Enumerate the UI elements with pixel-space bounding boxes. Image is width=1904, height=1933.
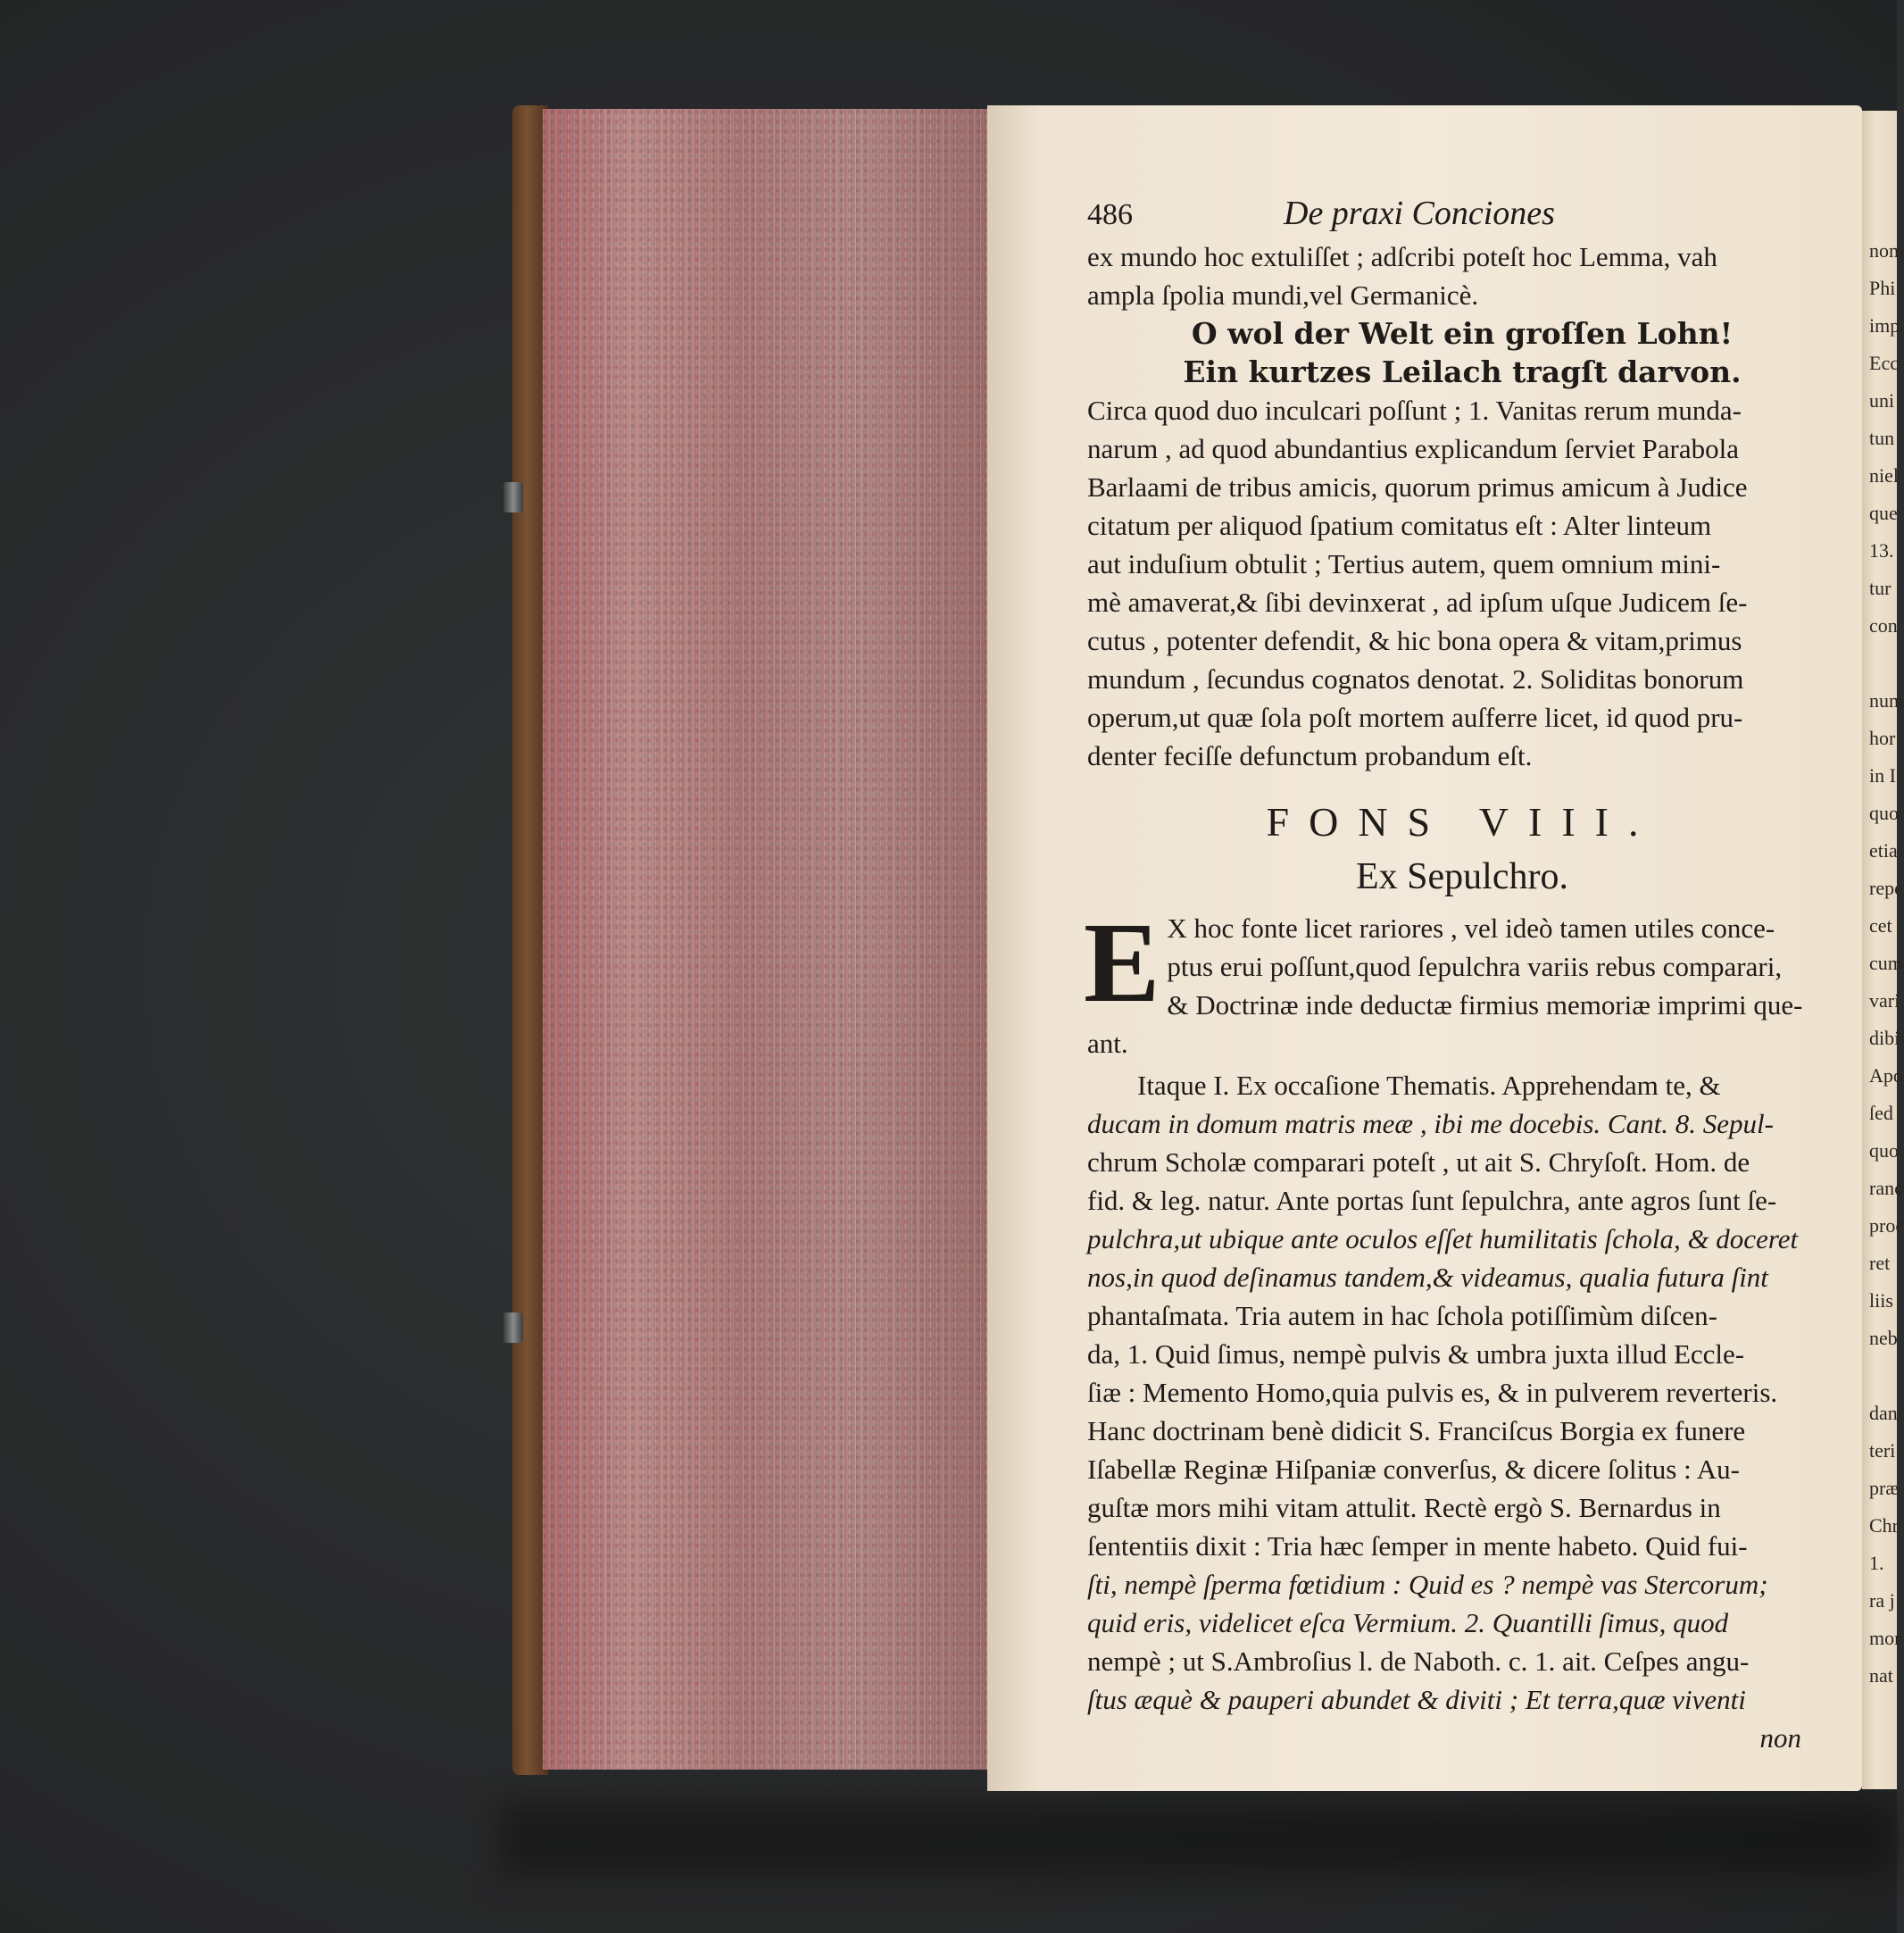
catchword: non [1759,1722,1801,1754]
text-line: ſententiis dixit : Tria hæc ſemper in mente habeto. Quid fui- [1087,1530,1748,1562]
text-line: ex mundo hoc extuliſſet ; adſcribi poteſt hoc Lemma, vah [1087,241,1717,272]
page-number: 486 [1087,198,1133,231]
next-page-fragment: que [1869,502,1898,524]
opening-paragraph [1084,899,1837,1062]
clasp-upper [503,482,523,512]
text-line: ducam in domum matris meæ , ibi me docebis. Cant. 8. Sepul- [1087,1108,1774,1139]
next-page-fragment: ra j [1869,1589,1895,1612]
next-page-fragment: cum [1869,952,1903,974]
next-page-fragment: ranc [1869,1177,1903,1199]
next-page-fragment: num [1869,689,1904,712]
text-line: cutus , potenter defendit, & hic bona opera & vitam,primus [1087,625,1742,656]
next-page-fragment: liis [1869,1289,1893,1312]
next-page-fragment: uni [1869,389,1895,412]
text-line: citatum per aliquod ſpatium comitatus eſt : Alter linteum [1087,510,1712,541]
text-line: mundum , ſecundus cognatos denotat. 2. Soliditas bonorum [1087,663,1744,695]
next-page-fragment: etia [1869,839,1898,862]
next-page-fragment: cet [1869,914,1892,937]
text-line: & Doctrinæ inde deductæ firmius memoriæ imprimi que- [1167,989,1803,1021]
next-page-fragment: 1. [1869,1552,1884,1574]
next-page-fragment: hor [1869,727,1896,749]
text-line: Hanc doctrinam benè didicit S. Franciſcus Borgia ex funere [1087,1415,1746,1446]
next-page-fragment: in I [1869,764,1896,787]
german-verse-line: Ein kurtzes Leilach tragſt darvon. [1183,354,1742,389]
next-page-fragment: proc [1869,1214,1904,1237]
book-shadow [500,1804,1897,1875]
next-page-fragment: ſed [1869,1102,1893,1124]
text-line: ſiæ : Memento Homo,quia pulvis es, & in pulverem reverteris. [1087,1377,1778,1408]
page-block-edge [543,109,989,1770]
next-page-fragment: 13. [1869,539,1894,562]
section-title: FONS VIII. [1266,799,1659,845]
text-line: Barlaami de tribus amicis, quorum primus amicum à Judice [1087,471,1748,503]
next-page-fragment: imp [1869,314,1900,337]
next-page-fragment: dibi [1869,1027,1900,1049]
clasp-lower [503,1312,523,1343]
page-header [1087,195,1837,237]
text-line: phantaſmata. Tria autem in hac ſchola potiſſimùm diſcen- [1087,1300,1717,1331]
text-line: guſtæ mors mihi vitam attulit. Rectè ergò S. Bernardus in [1087,1492,1721,1523]
text-line: aut induſium obtulit ; Tertius autem, quem omnium mini- [1087,548,1721,579]
text-line: nos,in quod deſinamus tandem,& videamus, qualia futura ſint [1087,1262,1768,1293]
text-line: fid. & leg. natur. Ante portas ſunt ſepulchra, ante agros ſunt ſe- [1087,1185,1777,1216]
page-text [1084,195,1837,1757]
text-line: ant. [1087,1028,1128,1059]
next-page-fragment: quo [1869,1139,1899,1162]
next-page-fragment: tun [1869,427,1895,449]
text-line: pulchra,ut ubique ante oculos eſſet humilitatis ſchola, & doceret [1087,1223,1799,1254]
text-line: Iſabellæ Reginæ Hiſpaniæ converſus, & dicere ſolitus : Au- [1087,1454,1740,1485]
section-subtitle: Ex Sepulchro. [1356,856,1568,897]
next-page-fragment [1869,645,1897,682]
main-paragraph [1087,1066,1837,1757]
drop-initial: E [1084,899,1160,1026]
next-page-fragment: Apo [1869,1064,1903,1087]
text-line: denter feciſſe defunctum probandum eſt. [1087,740,1533,771]
text-line: narum , ad quod abundantius explicandum ſerviet Parabola [1087,433,1740,464]
text-line: ſtus æquè & pauperi abundet & diviti ; Et terra,quæ viventi [1087,1684,1746,1715]
next-page-fragment: mor [1869,1627,1901,1649]
next-page-fragment [1869,1357,1897,1395]
text-line: X hoc fonte licet rariores , vel ideò tamen utiles conce- [1167,912,1775,944]
next-page-fragment: Chr [1869,1514,1899,1537]
next-page-fragment: Ecc [1869,352,1899,374]
next-page-fragment: con [1869,614,1898,637]
text-line: ptus erui poſſunt,quod ſepulchra variis rebus comparari, [1167,951,1783,982]
next-page-fragment: tur [1869,577,1892,599]
text-line: quid eris, videlicet eſca Vermium. 2. Quantilli ſimus, quod [1087,1607,1729,1638]
text-line: mè amaverat,& ſibi devinxerat , ad ipſum uſque Judicem ſe- [1087,587,1748,618]
next-page-fragment: præ [1869,1477,1899,1499]
next-page-fragment: teri [1869,1439,1896,1462]
text-line: nempè ; ut S.Ambroſius l. de Naboth. c. 1. ait. Ceſpes angu- [1087,1646,1750,1677]
next-page-fragment: niel [1869,464,1899,487]
next-page-fragment: nat [1869,1664,1893,1687]
next-page-fragment: nom [1869,239,1904,262]
text-line: operum,ut quæ ſola poſt mortem auſferre licet, id quod pru- [1087,702,1743,733]
text-line: ampla ſpolia mundi,vel Germanicè. [1087,279,1479,311]
text-line: Circa quod duo inculcari poſſunt ; 1. Vanitas rerum munda- [1087,395,1742,426]
running-head: De praxi Conciones [1284,195,1555,232]
next-page-fragment: neb [1869,1327,1898,1349]
next-page-fragment: quo [1869,802,1899,824]
text-line: chrum Scholæ comparari poteſt , ut ait S. Chryſoſt. Hom. de [1087,1146,1750,1178]
text-line: Itaque I. Ex occaſione Thematis. Apprehendam te, & [1137,1070,1721,1101]
german-verse-line: O wol der Welt ein groſſen Lohn! [1191,316,1734,351]
next-page-fragment: vari [1869,989,1900,1012]
next-page-fragment: dan [1869,1402,1898,1424]
next-page-fragment: ret [1869,1252,1891,1274]
next-page-fragment: repe [1869,877,1903,899]
next-page-margin-text [1869,232,1904,1695]
text-line: ſti, nempè ſperma fœtidium : Quid es ? nempè vas Stercorum; [1087,1569,1768,1600]
next-page-fragment: Phi [1869,277,1896,299]
text-line: da, 1. Quid ſimus, nempè pulvis & umbra juxta illud Eccle- [1087,1338,1745,1370]
